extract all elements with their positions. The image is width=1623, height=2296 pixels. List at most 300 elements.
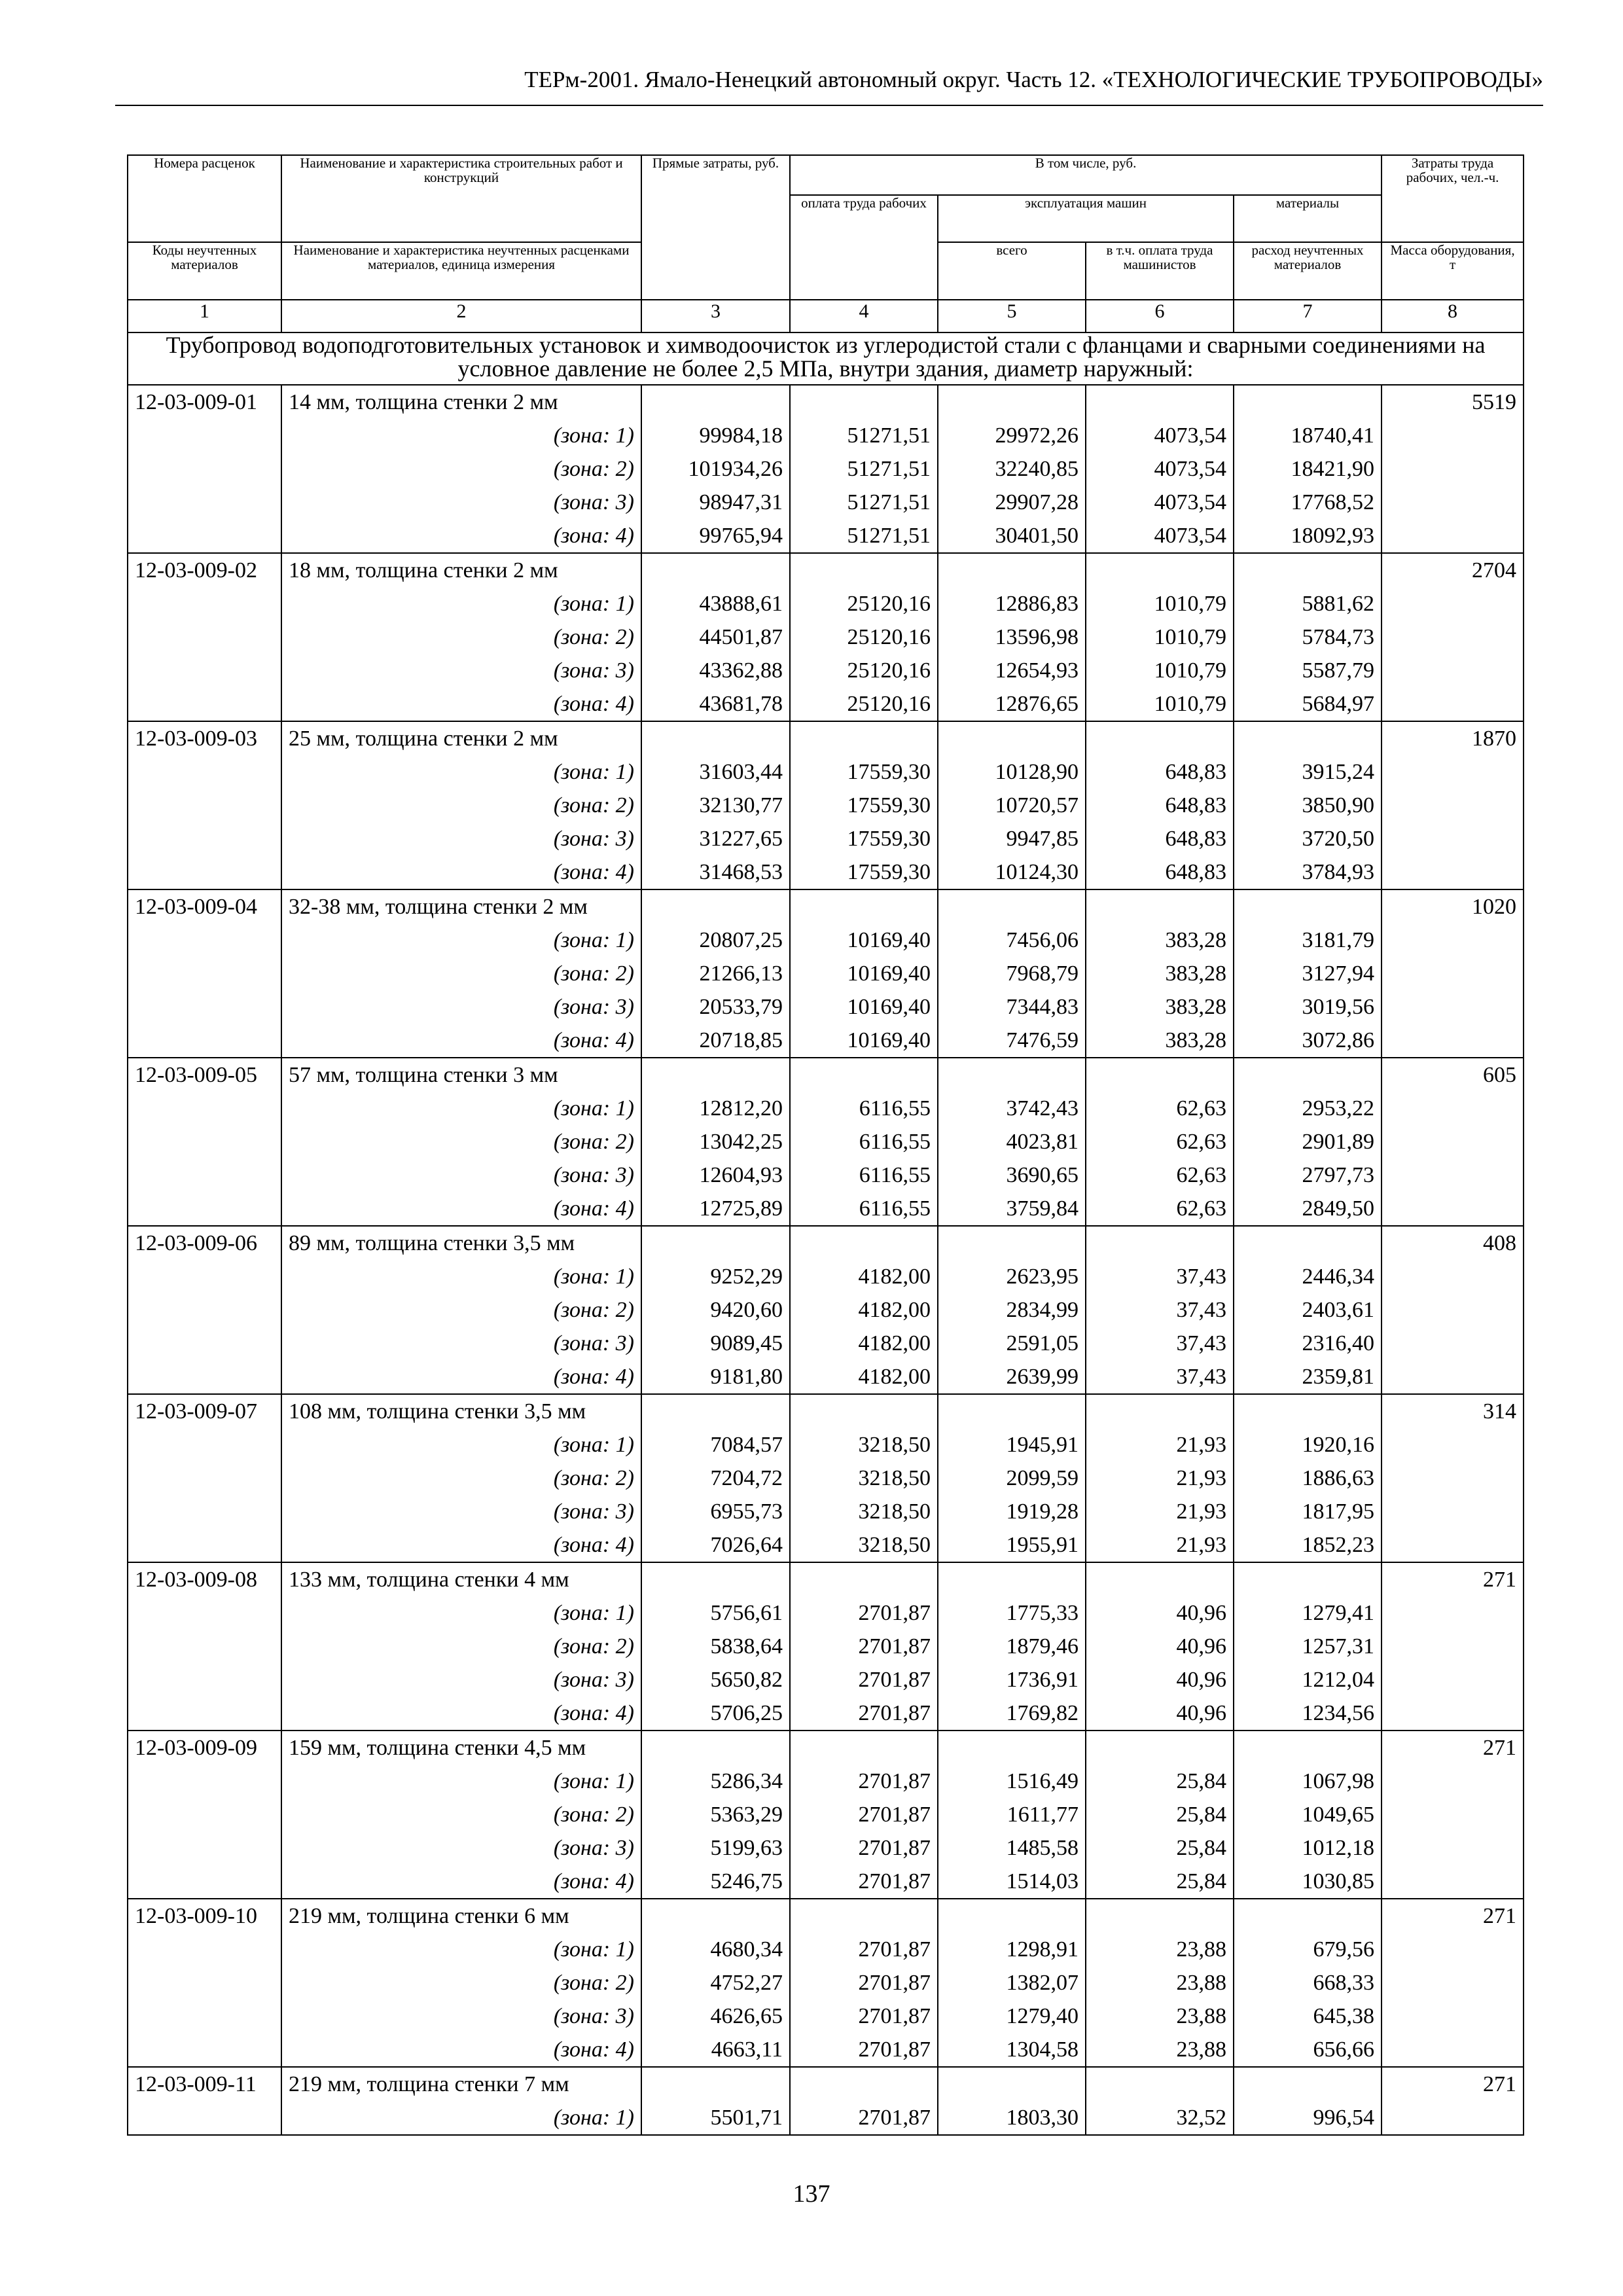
worker-pay: 6116,55 (790, 1192, 938, 1226)
worker-pay: 6116,55 (790, 1125, 938, 1158)
zone-row (128, 1966, 1524, 2000)
empty-cell (128, 1293, 281, 1327)
machine-cost: 3742,43 (938, 1092, 1086, 1125)
empty-cell (1234, 385, 1382, 419)
worker-pay: 25120,16 (790, 587, 938, 620)
operator-pay: 23,88 (1086, 2000, 1234, 2033)
materials-cost: 3072,86 (1234, 1024, 1382, 1058)
machine-cost: 13596,98 (938, 620, 1086, 654)
header-including: В том числе, руб. (790, 155, 1382, 195)
worker-pay: 25120,16 (790, 687, 938, 721)
machine-cost: 12654,93 (938, 654, 1086, 687)
worker-pay: 2701,87 (790, 2033, 938, 2067)
empty-cell (128, 687, 281, 721)
direct-cost: 5199,63 (641, 1831, 790, 1865)
operator-pay: 648,83 (1086, 855, 1234, 889)
rate-code: 12-03-009-10 (128, 1899, 281, 1933)
zone-label: (зона: 4) (281, 855, 641, 889)
zone-row (128, 822, 1524, 855)
operator-pay: 21,93 (1086, 1462, 1234, 1495)
rate-row (128, 1058, 1524, 1092)
zone-label: (зона: 1) (281, 1092, 641, 1125)
direct-cost: 20807,25 (641, 924, 790, 957)
zone-row (128, 2000, 1524, 2033)
rate-row (128, 1731, 1524, 1765)
empty-cell (641, 1731, 790, 1765)
empty-cell (1382, 1462, 1524, 1495)
empty-cell (1234, 1731, 1382, 1765)
machine-cost: 1879,46 (938, 1630, 1086, 1663)
empty-cell (938, 553, 1086, 587)
header-machine-operation: эксплуатация машин (938, 195, 1234, 242)
rate-name: 25 мм, толщина стенки 2 мм (281, 721, 641, 755)
zone-label: (зона: 4) (281, 1192, 641, 1226)
direct-cost: 101934,26 (641, 452, 790, 486)
empty-cell (128, 519, 281, 553)
zone-row (128, 990, 1524, 1024)
empty-cell (1234, 2067, 1382, 2101)
zone-row (128, 1192, 1524, 1226)
empty-cell (1086, 1226, 1234, 1260)
empty-cell (641, 553, 790, 587)
empty-cell (128, 2000, 281, 2033)
operator-pay: 62,63 (1086, 1192, 1234, 1226)
empty-cell (1234, 889, 1382, 924)
worker-pay: 25120,16 (790, 620, 938, 654)
rate-row (128, 1562, 1524, 1596)
operator-pay: 40,96 (1086, 1663, 1234, 1696)
materials-cost: 2901,89 (1234, 1125, 1382, 1158)
empty-cell (1382, 1125, 1524, 1158)
empty-cell (938, 1731, 1086, 1765)
direct-cost: 13042,25 (641, 1125, 790, 1158)
materials-cost: 1257,31 (1234, 1630, 1382, 1663)
empty-cell (641, 1394, 790, 1428)
empty-cell (1382, 587, 1524, 620)
empty-cell (1382, 957, 1524, 990)
direct-cost: 5756,61 (641, 1596, 790, 1630)
rate-code: 12-03-009-07 (128, 1394, 281, 1428)
zone-label: (зона: 4) (281, 1024, 641, 1058)
empty-cell (1382, 1765, 1524, 1798)
operator-pay: 37,43 (1086, 1293, 1234, 1327)
empty-cell (128, 1831, 281, 1865)
zone-label: (зона: 2) (281, 957, 641, 990)
labor-cost: 5519 (1382, 385, 1524, 419)
machine-cost: 2591,05 (938, 1327, 1086, 1360)
materials-cost: 2359,81 (1234, 1360, 1382, 1394)
zone-label: (зона: 2) (281, 789, 641, 822)
materials-cost: 5684,97 (1234, 687, 1382, 721)
machine-cost: 1279,40 (938, 2000, 1086, 2033)
operator-pay: 25,84 (1086, 1831, 1234, 1865)
header-equipment-mass: Масса оборудования, т (1382, 242, 1524, 300)
zone-label: (зона: 3) (281, 822, 641, 855)
direct-cost: 9089,45 (641, 1327, 790, 1360)
empty-cell (1382, 924, 1524, 957)
operator-pay: 648,83 (1086, 789, 1234, 822)
zone-label: (зона: 4) (281, 2033, 641, 2067)
zone-row (128, 1798, 1524, 1831)
header-worker-pay: оплата труда рабочих (790, 195, 938, 300)
materials-cost: 2446,34 (1234, 1260, 1382, 1293)
worker-pay: 10169,40 (790, 990, 938, 1024)
rate-name: 219 мм, толщина стенки 7 мм (281, 2067, 641, 2101)
empty-cell (1234, 721, 1382, 755)
rate-name: 89 мм, толщина стенки 3,5 мм (281, 1226, 641, 1260)
worker-pay: 10169,40 (790, 957, 938, 990)
empty-cell (1382, 2000, 1524, 2033)
empty-cell (128, 789, 281, 822)
empty-cell (128, 1933, 281, 1966)
materials-cost: 3181,79 (1234, 924, 1382, 957)
empty-cell (1382, 1933, 1524, 1966)
direct-cost: 4663,11 (641, 2033, 790, 2067)
materials-cost: 668,33 (1234, 1966, 1382, 2000)
zone-row (128, 687, 1524, 721)
materials-cost: 18092,93 (1234, 519, 1382, 553)
zone-row (128, 1158, 1524, 1192)
empty-cell (128, 1092, 281, 1125)
empty-cell (1382, 687, 1524, 721)
labor-cost: 271 (1382, 1899, 1524, 1933)
column-number: 6 (1086, 300, 1234, 332)
zone-row (128, 957, 1524, 990)
rate-row (128, 2067, 1524, 2101)
empty-cell (790, 1394, 938, 1428)
materials-cost: 2953,22 (1234, 1092, 1382, 1125)
empty-cell (1234, 1562, 1382, 1596)
column-number: 1 (128, 300, 281, 332)
zone-row (128, 1596, 1524, 1630)
operator-pay: 383,28 (1086, 990, 1234, 1024)
direct-cost: 12725,89 (641, 1192, 790, 1226)
machine-cost: 1611,77 (938, 1798, 1086, 1831)
rate-code: 12-03-009-08 (128, 1562, 281, 1596)
worker-pay: 4182,00 (790, 1293, 938, 1327)
table-header (128, 155, 1524, 385)
direct-cost: 5706,25 (641, 1696, 790, 1731)
worker-pay: 2701,87 (790, 1596, 938, 1630)
operator-pay: 23,88 (1086, 1966, 1234, 2000)
machine-cost: 1736,91 (938, 1663, 1086, 1696)
zone-row (128, 1293, 1524, 1327)
machine-cost: 10720,57 (938, 789, 1086, 822)
direct-cost: 7204,72 (641, 1462, 790, 1495)
empty-cell (128, 1966, 281, 2000)
materials-cost: 1279,41 (1234, 1596, 1382, 1630)
machine-cost: 1919,28 (938, 1495, 1086, 1528)
rate-row (128, 1394, 1524, 1428)
direct-cost: 5838,64 (641, 1630, 790, 1663)
operator-pay: 383,28 (1086, 924, 1234, 957)
worker-pay: 2701,87 (790, 1966, 938, 2000)
empty-cell (1382, 1696, 1524, 1731)
labor-cost: 605 (1382, 1058, 1524, 1092)
zone-label: (зона: 1) (281, 1765, 641, 1798)
direct-cost: 44501,87 (641, 620, 790, 654)
direct-cost: 20718,85 (641, 1024, 790, 1058)
empty-cell (1086, 2067, 1234, 2101)
materials-cost: 3019,56 (1234, 990, 1382, 1024)
operator-pay: 37,43 (1086, 1260, 1234, 1293)
empty-cell (790, 1226, 938, 1260)
empty-cell (790, 2067, 938, 2101)
zone-row (128, 486, 1524, 519)
direct-cost: 12812,20 (641, 1092, 790, 1125)
zone-row (128, 1831, 1524, 1865)
column-number: 5 (938, 300, 1086, 332)
worker-pay: 2701,87 (790, 2000, 938, 2033)
rate-name: 14 мм, толщина стенки 2 мм (281, 385, 641, 419)
operator-pay: 4073,54 (1086, 486, 1234, 519)
machine-cost: 10124,30 (938, 855, 1086, 889)
operator-pay: 62,63 (1086, 1158, 1234, 1192)
empty-cell (641, 1899, 790, 1933)
zone-label: (зона: 1) (281, 1596, 641, 1630)
zone-label: (зона: 3) (281, 990, 641, 1024)
worker-pay: 6116,55 (790, 1092, 938, 1125)
empty-cell (1382, 1428, 1524, 1462)
direct-cost: 31227,65 (641, 822, 790, 855)
operator-pay: 23,88 (1086, 1933, 1234, 1966)
rates-table (127, 154, 1524, 2136)
empty-cell (938, 1899, 1086, 1933)
empty-cell (790, 385, 938, 419)
worker-pay: 3218,50 (790, 1495, 938, 1528)
direct-cost: 32130,77 (641, 789, 790, 822)
zone-row (128, 1663, 1524, 1696)
direct-cost: 5286,34 (641, 1765, 790, 1798)
column-number: 3 (641, 300, 790, 332)
rate-name: 108 мм, толщина стенки 3,5 мм (281, 1394, 641, 1428)
empty-cell (790, 721, 938, 755)
direct-cost: 43888,61 (641, 587, 790, 620)
zone-label: (зона: 4) (281, 1360, 641, 1394)
operator-pay: 32,52 (1086, 2101, 1234, 2135)
column-number-row (128, 300, 1524, 332)
machine-cost: 1803,30 (938, 2101, 1086, 2135)
header-materials: материалы (1234, 195, 1382, 242)
empty-cell (128, 1765, 281, 1798)
rate-code: 12-03-009-11 (128, 2067, 281, 2101)
materials-cost: 1067,98 (1234, 1765, 1382, 1798)
machine-cost: 29972,26 (938, 419, 1086, 452)
zone-row (128, 1260, 1524, 1293)
empty-cell (128, 1663, 281, 1696)
direct-cost: 6955,73 (641, 1495, 790, 1528)
worker-pay: 2701,87 (790, 1865, 938, 1899)
worker-pay: 4182,00 (790, 1260, 938, 1293)
worker-pay: 3218,50 (790, 1528, 938, 1562)
operator-pay: 648,83 (1086, 822, 1234, 855)
zone-label: (зона: 3) (281, 1495, 641, 1528)
direct-cost: 99765,94 (641, 519, 790, 553)
empty-cell (1086, 721, 1234, 755)
operator-pay: 383,28 (1086, 1024, 1234, 1058)
zone-row (128, 519, 1524, 553)
machine-cost: 12886,83 (938, 587, 1086, 620)
empty-cell (1086, 1394, 1234, 1428)
zone-label: (зона: 1) (281, 924, 641, 957)
rate-name: 57 мм, толщина стенки 3 мм (281, 1058, 641, 1092)
column-number: 2 (281, 300, 641, 332)
empty-cell (128, 957, 281, 990)
worker-pay: 2701,87 (790, 1798, 938, 1831)
labor-cost: 271 (1382, 1731, 1524, 1765)
machine-cost: 1775,33 (938, 1596, 1086, 1630)
empty-cell (641, 889, 790, 924)
header-machine-total: всего (938, 242, 1086, 300)
section-row (128, 332, 1524, 385)
materials-cost: 18421,90 (1234, 452, 1382, 486)
rate-code: 12-03-009-01 (128, 385, 281, 419)
column-number: 7 (1234, 300, 1382, 332)
worker-pay: 2701,87 (790, 1630, 938, 1663)
empty-cell (1382, 620, 1524, 654)
worker-pay: 17559,30 (790, 855, 938, 889)
empty-cell (1086, 1058, 1234, 1092)
rate-row (128, 1226, 1524, 1260)
empty-cell (1382, 1596, 1524, 1630)
empty-cell (1382, 519, 1524, 553)
rate-code: 12-03-009-03 (128, 721, 281, 755)
zone-label: (зона: 3) (281, 486, 641, 519)
zone-label: (зона: 4) (281, 687, 641, 721)
rate-code: 12-03-009-06 (128, 1226, 281, 1260)
empty-cell (1382, 1158, 1524, 1192)
zone-row (128, 1765, 1524, 1798)
zone-row (128, 620, 1524, 654)
zone-row (128, 1696, 1524, 1731)
zone-row (128, 855, 1524, 889)
empty-cell (1234, 1394, 1382, 1428)
machine-cost: 7476,59 (938, 1024, 1086, 1058)
header-direct-costs: Прямые затраты, руб. (641, 155, 790, 300)
machine-cost: 1516,49 (938, 1765, 1086, 1798)
empty-cell (128, 1596, 281, 1630)
labor-cost: 1870 (1382, 721, 1524, 755)
materials-cost: 17768,52 (1234, 486, 1382, 519)
header-material-names: Наименование и характеристика неучтенных расценками материалов, единица измерения (281, 242, 641, 300)
machine-cost: 29907,28 (938, 486, 1086, 519)
operator-pay: 37,43 (1086, 1327, 1234, 1360)
empty-cell (128, 2101, 281, 2135)
operator-pay: 21,93 (1086, 1528, 1234, 1562)
machine-cost: 7456,06 (938, 924, 1086, 957)
worker-pay: 3218,50 (790, 1462, 938, 1495)
rate-name: 32-38 мм, толщина стенки 2 мм (281, 889, 641, 924)
zone-row (128, 587, 1524, 620)
zone-row (128, 1865, 1524, 1899)
zone-row (128, 2033, 1524, 2067)
zone-row (128, 2101, 1524, 2135)
materials-cost: 3720,50 (1234, 822, 1382, 855)
empty-cell (128, 1260, 281, 1293)
zone-label: (зона: 1) (281, 1428, 641, 1462)
machine-cost: 12876,65 (938, 687, 1086, 721)
operator-pay: 383,28 (1086, 957, 1234, 990)
empty-cell (1086, 889, 1234, 924)
machine-cost: 32240,85 (938, 452, 1086, 486)
zone-row (128, 1462, 1524, 1495)
direct-cost: 9420,60 (641, 1293, 790, 1327)
worker-pay: 2701,87 (790, 1663, 938, 1696)
empty-cell (128, 2033, 281, 2067)
zone-label: (зона: 2) (281, 1293, 641, 1327)
worker-pay: 17559,30 (790, 789, 938, 822)
rate-code: 12-03-009-02 (128, 553, 281, 587)
empty-cell (128, 822, 281, 855)
empty-cell (641, 1562, 790, 1596)
direct-cost: 20533,79 (641, 990, 790, 1024)
machine-cost: 2099,59 (938, 1462, 1086, 1495)
empty-cell (641, 2067, 790, 2101)
materials-cost: 1030,85 (1234, 1865, 1382, 1899)
empty-cell (1086, 553, 1234, 587)
operator-pay: 23,88 (1086, 2033, 1234, 2067)
materials-cost: 679,56 (1234, 1933, 1382, 1966)
operator-pay: 21,93 (1086, 1428, 1234, 1462)
zone-row (128, 1933, 1524, 1966)
zone-label: (зона: 3) (281, 654, 641, 687)
zone-label: (зона: 1) (281, 755, 641, 789)
empty-cell (128, 620, 281, 654)
direct-cost: 7026,64 (641, 1528, 790, 1562)
empty-cell (1234, 1899, 1382, 1933)
zone-label: (зона: 3) (281, 1831, 641, 1865)
empty-cell (1382, 1260, 1524, 1293)
zone-row (128, 1495, 1524, 1528)
materials-cost: 1920,16 (1234, 1428, 1382, 1462)
materials-cost: 656,66 (1234, 2033, 1382, 2067)
empty-cell (1382, 2101, 1524, 2135)
zone-row (128, 1125, 1524, 1158)
zone-row (128, 1327, 1524, 1360)
empty-cell (1086, 385, 1234, 419)
machine-cost: 1955,91 (938, 1528, 1086, 1562)
machine-cost: 30401,50 (938, 519, 1086, 553)
empty-cell (1382, 2033, 1524, 2067)
operator-pay: 4073,54 (1086, 419, 1234, 452)
empty-cell (128, 1798, 281, 1831)
operator-pay: 25,84 (1086, 1865, 1234, 1899)
direct-cost: 5363,29 (641, 1798, 790, 1831)
worker-pay: 2701,87 (790, 2101, 938, 2135)
operator-pay: 62,63 (1086, 1125, 1234, 1158)
materials-cost: 1212,04 (1234, 1663, 1382, 1696)
rate-code: 12-03-009-05 (128, 1058, 281, 1092)
empty-cell (1234, 1226, 1382, 1260)
empty-cell (790, 1731, 938, 1765)
empty-cell (128, 419, 281, 452)
empty-cell (128, 1024, 281, 1058)
empty-cell (938, 721, 1086, 755)
zone-row (128, 452, 1524, 486)
empty-cell (938, 1226, 1086, 1260)
operator-pay: 37,43 (1086, 1360, 1234, 1394)
materials-cost: 996,54 (1234, 2101, 1382, 2135)
machine-cost: 7968,79 (938, 957, 1086, 990)
machine-cost: 9947,85 (938, 822, 1086, 855)
empty-cell (128, 1125, 281, 1158)
empty-cell (1382, 419, 1524, 452)
zone-label: (зона: 4) (281, 519, 641, 553)
worker-pay: 25120,16 (790, 654, 938, 687)
zone-label: (зона: 2) (281, 1798, 641, 1831)
zone-label: (зона: 1) (281, 2101, 641, 2135)
machine-cost: 4023,81 (938, 1125, 1086, 1158)
